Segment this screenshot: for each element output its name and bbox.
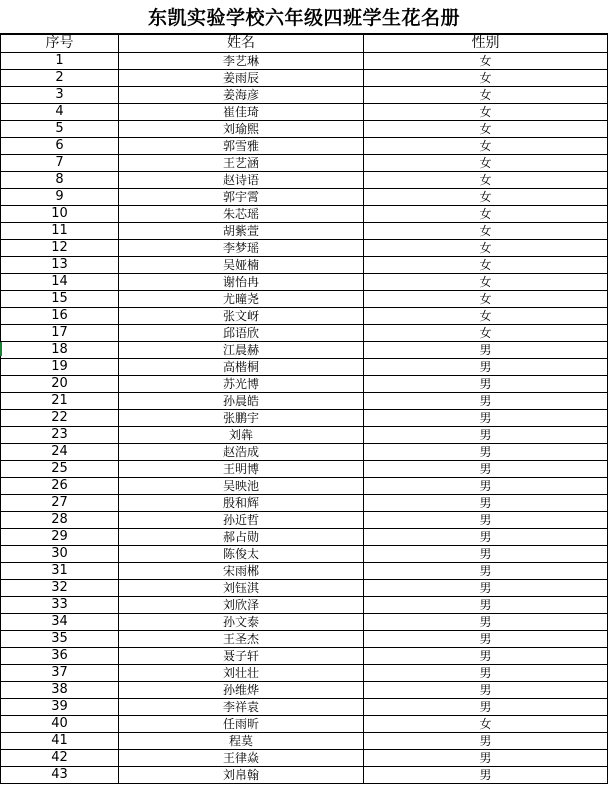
student-number-cell[interactable]: 1 (1, 53, 119, 70)
student-name-cell[interactable]: 尤曈尧 (119, 291, 364, 308)
header-name[interactable]: 姓名 (119, 35, 364, 53)
student-number-cell[interactable]: 17 (1, 325, 119, 342)
table-row (1, 70, 608, 87)
student-name-cell[interactable]: 陈俊太 (119, 546, 364, 563)
student-sex-cell[interactable]: 女 (364, 223, 608, 240)
student-name-cell[interactable]: 王明博 (119, 461, 364, 478)
student-number-cell[interactable]: 39 (1, 699, 119, 716)
student-number-cell[interactable]: 3 (1, 87, 119, 104)
table-row (1, 631, 608, 648)
student-number-cell[interactable]: 23 (1, 427, 119, 444)
student-number-cell[interactable]: 13 (1, 257, 119, 274)
table-row (1, 495, 608, 512)
student-name-cell[interactable]: 郝占勋 (119, 529, 364, 546)
student-number-cell[interactable]: 19 (1, 359, 119, 376)
student-number-cell[interactable]: 2 (1, 70, 119, 87)
student-number-cell[interactable]: 8 (1, 172, 119, 189)
student-number-cell[interactable]: 22 (1, 410, 119, 427)
selection-marker (0, 342, 2, 356)
student-name-cell[interactable]: 张文岈 (119, 308, 364, 325)
table-row (1, 206, 608, 223)
student-sex-cell[interactable]: 男 (364, 682, 608, 699)
student-number-cell[interactable]: 34 (1, 614, 119, 631)
student-name-cell[interactable]: 邱语欣 (119, 325, 364, 342)
student-sex-cell[interactable]: 女 (364, 308, 608, 325)
student-name-cell[interactable]: 孙文泰 (119, 614, 364, 631)
table-row (1, 223, 608, 240)
table-row (1, 461, 608, 478)
student-number-cell[interactable]: 42 (1, 750, 119, 767)
student-name-cell[interactable]: 朱芯瑶 (119, 206, 364, 223)
student-sex-cell[interactable]: 男 (364, 750, 608, 767)
student-name-cell[interactable]: 崔佳琦 (119, 104, 364, 121)
student-name-cell[interactable]: 殷和辉 (119, 495, 364, 512)
table-row (1, 716, 608, 733)
table-row (1, 444, 608, 461)
sheet-title: 东凯实验学校六年级四班学生花名册 (0, 0, 608, 34)
student-sex-cell[interactable]: 男 (364, 767, 608, 784)
student-number-cell[interactable]: 15 (1, 291, 119, 308)
student-sex-cell[interactable]: 男 (364, 580, 608, 597)
student-number-cell[interactable]: 32 (1, 580, 119, 597)
student-number-cell[interactable]: 33 (1, 597, 119, 614)
table-row (1, 750, 608, 767)
student-sex-cell[interactable]: 男 (364, 376, 608, 393)
student-number-cell[interactable]: 11 (1, 223, 119, 240)
table-row (1, 733, 608, 750)
table-row (1, 291, 608, 308)
table-row (1, 682, 608, 699)
student-name-cell[interactable]: 李艺琳 (119, 53, 364, 70)
table-row (1, 699, 608, 716)
student-number-cell[interactable]: 28 (1, 512, 119, 529)
table-row (1, 427, 608, 444)
student-name-cell[interactable]: 王艺涵 (119, 155, 364, 172)
student-sex-cell[interactable]: 男 (364, 478, 608, 495)
student-name-cell[interactable]: 刘欣泽 (119, 597, 364, 614)
student-sex-cell[interactable]: 男 (364, 546, 608, 563)
student-name-cell[interactable]: 高楷桐 (119, 359, 364, 376)
student-number-cell[interactable]: 25 (1, 461, 119, 478)
student-name-cell[interactable]: 刘帛翰 (119, 767, 364, 784)
table-row (1, 597, 608, 614)
header-sex[interactable]: 性别 (364, 35, 608, 53)
student-number-cell[interactable]: 36 (1, 648, 119, 665)
student-name-cell[interactable]: 王圣杰 (119, 631, 364, 648)
table-row (1, 342, 608, 359)
student-name-cell[interactable]: 王律焱 (119, 750, 364, 767)
student-name-cell[interactable]: 张鹏宇 (119, 410, 364, 427)
student-sex-cell[interactable]: 女 (364, 716, 608, 733)
table-row (1, 53, 608, 70)
student-number-cell[interactable]: 9 (1, 189, 119, 206)
student-sex-cell[interactable]: 男 (364, 563, 608, 580)
student-number-cell[interactable]: 5 (1, 121, 119, 138)
student-name-cell[interactable]: 赵诗语 (119, 172, 364, 189)
student-name-cell[interactable]: 李祥袁 (119, 699, 364, 716)
student-sex-cell[interactable]: 女 (364, 206, 608, 223)
table-row (1, 104, 608, 121)
student-number-cell[interactable]: 6 (1, 138, 119, 155)
student-number-cell[interactable]: 7 (1, 155, 119, 172)
student-number-cell[interactable]: 24 (1, 444, 119, 461)
student-number-cell[interactable]: 12 (1, 240, 119, 257)
table-row (1, 274, 608, 291)
student-name-cell[interactable]: 任雨昕 (119, 716, 364, 733)
student-number-cell[interactable]: 4 (1, 104, 119, 121)
table-row (1, 546, 608, 563)
student-number-cell[interactable]: 21 (1, 393, 119, 410)
student-sex-cell[interactable]: 男 (364, 631, 608, 648)
student-sex-cell[interactable]: 男 (364, 733, 608, 750)
student-name-cell[interactable]: 孙晨皓 (119, 393, 364, 410)
table-row (1, 87, 608, 104)
student-sex-cell[interactable]: 男 (364, 444, 608, 461)
student-sex-cell[interactable]: 女 (364, 172, 608, 189)
table-row (1, 325, 608, 342)
student-name-cell[interactable]: 宋雨郴 (119, 563, 364, 580)
student-sex-cell[interactable]: 女 (364, 87, 608, 104)
student-name-cell[interactable]: 赵浩成 (119, 444, 364, 461)
student-sex-cell[interactable]: 男 (364, 427, 608, 444)
table-row (1, 121, 608, 138)
student-name-cell[interactable]: 江晨赫 (119, 342, 364, 359)
student-number-cell[interactable]: 41 (1, 733, 119, 750)
student-name-cell[interactable]: 胡紫萱 (119, 223, 364, 240)
student-name-cell[interactable]: 刘壮壮 (119, 665, 364, 682)
student-sex-cell[interactable]: 女 (364, 257, 608, 274)
student-sex-cell[interactable]: 男 (364, 461, 608, 478)
roster-rows (1, 53, 608, 784)
table-row (1, 410, 608, 427)
student-number-cell[interactable]: 20 (1, 376, 119, 393)
table-row (1, 240, 608, 257)
student-name-cell[interactable]: 孙近哲 (119, 512, 364, 529)
student-name-cell[interactable]: 李梦瑶 (119, 240, 364, 257)
student-sex-cell[interactable]: 男 (364, 665, 608, 682)
student-number-cell[interactable]: 30 (1, 546, 119, 563)
student-sex-cell[interactable]: 女 (364, 240, 608, 257)
student-sex-cell[interactable]: 男 (364, 614, 608, 631)
table-row (1, 767, 608, 784)
student-sex-cell[interactable]: 女 (364, 121, 608, 138)
student-number-cell[interactable]: 38 (1, 682, 119, 699)
student-sex-cell[interactable]: 男 (364, 495, 608, 512)
student-sex-cell[interactable]: 女 (364, 189, 608, 206)
table-row (1, 563, 608, 580)
student-number-cell[interactable]: 31 (1, 563, 119, 580)
student-number-cell[interactable]: 43 (1, 767, 119, 784)
table-row (1, 580, 608, 597)
student-sex-cell[interactable]: 男 (364, 359, 608, 376)
table-row (1, 512, 608, 529)
table-row (1, 257, 608, 274)
table-row (1, 189, 608, 206)
student-name-cell[interactable]: 苏光博 (119, 376, 364, 393)
student-number-cell[interactable]: 37 (1, 665, 119, 682)
student-name-cell[interactable]: 刘犇 (119, 427, 364, 444)
student-name-cell[interactable]: 聂子轩 (119, 648, 364, 665)
table-row (1, 393, 608, 410)
student-number-cell[interactable]: 29 (1, 529, 119, 546)
table-row (1, 359, 608, 376)
header-row (1, 35, 608, 53)
student-sex-cell[interactable]: 男 (364, 393, 608, 410)
student-number-cell[interactable]: 18 (1, 342, 119, 359)
student-sex-cell[interactable]: 女 (364, 138, 608, 155)
student-sex-cell[interactable]: 男 (364, 410, 608, 427)
student-number-cell[interactable]: 16 (1, 308, 119, 325)
student-name-cell[interactable]: 吴娅楠 (119, 257, 364, 274)
table-row (1, 529, 608, 546)
table-row (1, 614, 608, 631)
student-sex-cell[interactable]: 男 (364, 699, 608, 716)
table-row (1, 138, 608, 155)
student-sex-cell[interactable]: 男 (364, 648, 608, 665)
student-number-cell[interactable]: 14 (1, 274, 119, 291)
student-number-cell[interactable]: 10 (1, 206, 119, 223)
student-sex-cell[interactable]: 女 (364, 274, 608, 291)
student-name-cell[interactable]: 姜海彦 (119, 87, 364, 104)
table-row (1, 308, 608, 325)
student-name-cell[interactable]: 谢怡冉 (119, 274, 364, 291)
student-name-cell[interactable]: 郭宇霄 (119, 189, 364, 206)
student-number-cell[interactable]: 27 (1, 495, 119, 512)
student-sex-cell[interactable]: 女 (364, 70, 608, 87)
student-number-cell[interactable]: 26 (1, 478, 119, 495)
table-row (1, 478, 608, 495)
student-number-cell[interactable]: 40 (1, 716, 119, 733)
student-sex-cell[interactable]: 男 (364, 529, 608, 546)
student-name-cell[interactable]: 吴映池 (119, 478, 364, 495)
student-sex-cell[interactable]: 男 (364, 597, 608, 614)
student-name-cell[interactable]: 刘瑜熙 (119, 121, 364, 138)
student-name-cell[interactable]: 姜雨辰 (119, 70, 364, 87)
table-row (1, 172, 608, 189)
header-no[interactable]: 序号 (1, 35, 119, 53)
student-sex-cell[interactable]: 女 (364, 155, 608, 172)
roster-table (0, 34, 608, 784)
student-name-cell[interactable]: 刘钰淇 (119, 580, 364, 597)
table-row (1, 376, 608, 393)
student-sex-cell[interactable]: 女 (364, 104, 608, 121)
student-name-cell[interactable]: 孙维烨 (119, 682, 364, 699)
student-sex-cell[interactable]: 男 (364, 512, 608, 529)
student-name-cell[interactable]: 程莫 (119, 733, 364, 750)
table-row (1, 665, 608, 682)
student-sex-cell[interactable]: 女 (364, 325, 608, 342)
student-number-cell[interactable]: 35 (1, 631, 119, 648)
student-sex-cell[interactable]: 男 (364, 342, 608, 359)
table-row (1, 155, 608, 172)
student-name-cell[interactable]: 郭雪雅 (119, 138, 364, 155)
student-sex-cell[interactable]: 女 (364, 291, 608, 308)
table-row (1, 648, 608, 665)
student-sex-cell[interactable]: 女 (364, 53, 608, 70)
